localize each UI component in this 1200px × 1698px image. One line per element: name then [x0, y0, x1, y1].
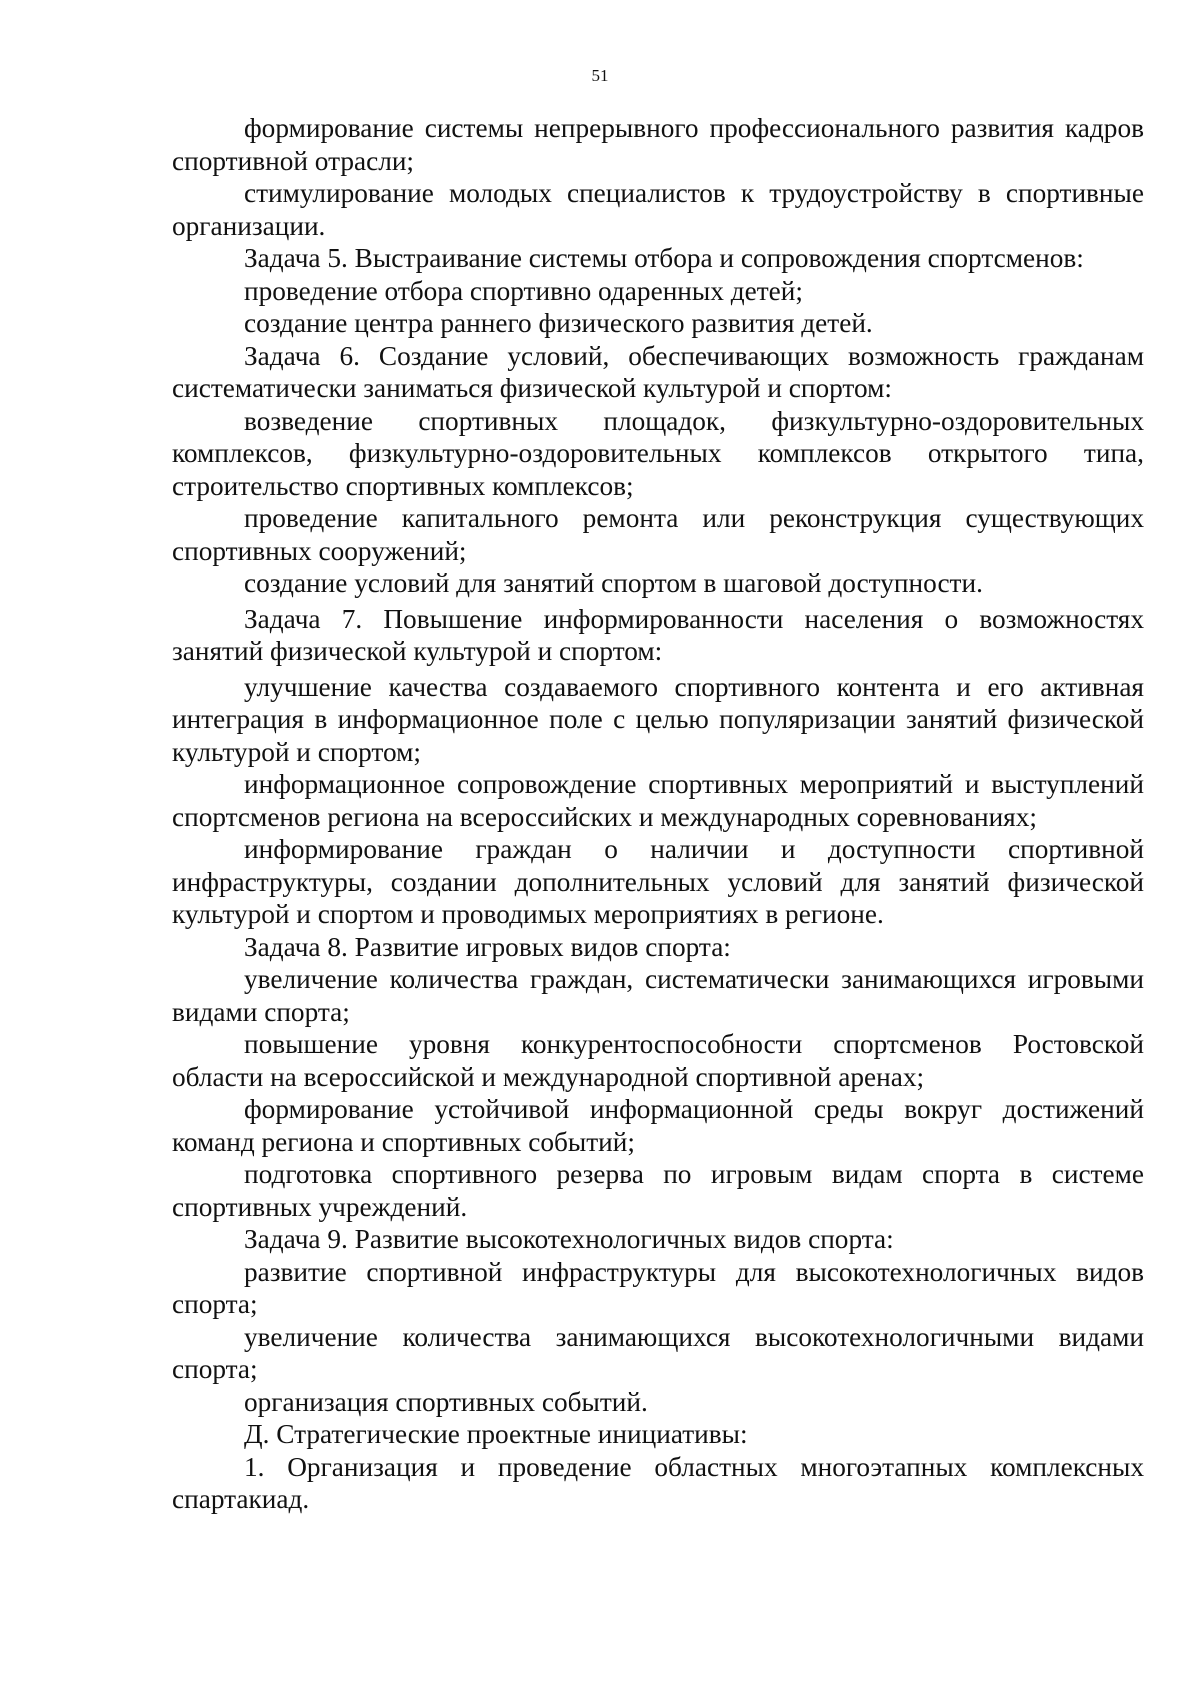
- paragraph: создание центра раннего физического развития детей.: [244, 308, 873, 338]
- paragraph: формирование системы непрерывного профессионального развития кадров спортивной отрасли;: [172, 113, 1144, 176]
- task-heading: Задача 7. Повышение информированности населения о возможностях занятий физической культурой и спортом:: [172, 603, 1144, 666]
- paragraph: проведение капитального ремонта или реконструкция существующих спортивных сооружений;: [172, 503, 1144, 566]
- paragraph: повышение уровня конкурентоспособности спортсменов Ростовской области на всероссийской и международной спортивной аренах;: [172, 1029, 1144, 1092]
- section-heading: Д. Стратегические проектные инициативы:: [244, 1419, 748, 1449]
- paragraph: проведение отбора спортивно одаренных детей;: [244, 275, 803, 306]
- paragraph: формирование устойчивой информационной среды вокруг достижений команд региона и спортивных событий;: [172, 1094, 1144, 1157]
- paragraph: организация спортивных событий.: [244, 1386, 648, 1417]
- document-body: [172, 112, 1144, 1516]
- paragraph: информирование граждан о наличии и доступности спортивной инфраструктуры, создании дополнительных условий для занятий физической культурой и спортом и проводимых мероприятиях в регионе.: [172, 834, 1144, 929]
- paragraph: увеличение количества занимающихся высокотехнологичными видами спорта;: [172, 1321, 1144, 1384]
- paragraph: увеличение количества граждан, систематически занимающихся игровыми видами спорта;: [172, 964, 1144, 1027]
- paragraph: подготовка спортивного резерва по игровым видам спорта в системе спортивных учреждений.: [172, 1159, 1144, 1222]
- task-heading: Задача 9. Развитие высокотехнологичных видов спорта:: [244, 1224, 894, 1254]
- paragraph: улучшение качества создаваемого спортивного контента и его активная интеграция в информационное поле с целью популяризации занятий физической культурой и спортом;: [172, 671, 1144, 767]
- paragraph: информационное сопровождение спортивных мероприятий и выступлений спортсменов региона на всероссийских и международных соревнованиях;: [172, 769, 1144, 832]
- initiative-item: 1. Организация и проведение областных многоэтапных комплексных спартакиад.: [172, 1451, 1144, 1514]
- paragraph: создание условий для занятий спортом в шаговой доступности.: [244, 568, 983, 598]
- task-heading: Задача 6. Создание условий, обеспечивающих возможность гражданам систематически заниматься физической культурой и спортом:: [172, 340, 1144, 403]
- task-heading: Задача 5. Выстраивание системы отбора и сопровождения спортсменов:: [244, 243, 1084, 273]
- paragraph: стимулирование молодых специалистов к трудоустройству в спортивные организации.: [172, 178, 1144, 241]
- task-heading: Задача 8. Развитие игровых видов спорта:: [244, 931, 731, 962]
- paragraph: возведение спортивных площадок, физкультурно-оздоровительных комплексов, физкультурно-оздоровительных комплексов открытого типа, строительство спортивных комплексов;: [172, 405, 1144, 501]
- paragraph: развитие спортивной инфраструктуры для высокотехнологичных видов спорта;: [172, 1256, 1144, 1319]
- page-number: 51: [591, 66, 609, 85]
